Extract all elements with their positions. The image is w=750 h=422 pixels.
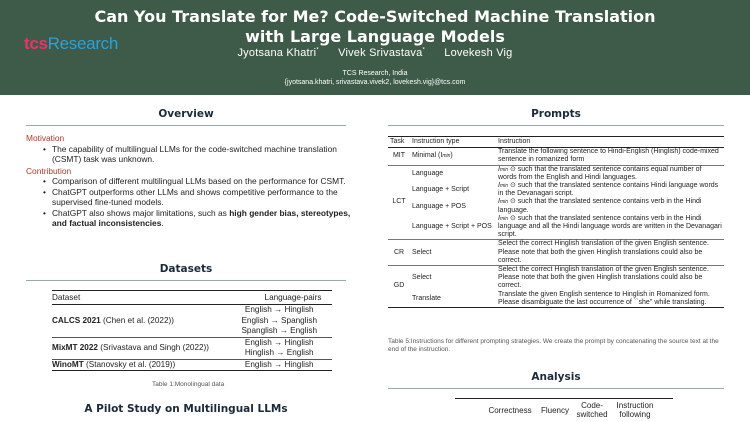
prompts-heading: Prompts: [531, 108, 581, 120]
table-row: Translate Translate the given English sentence to Hinglish in Romanized form. Please disambiguate the last occurrence of ``she'' while translating.: [388, 291, 724, 308]
affiliation: TCS Research, India {jyotsana.khatri, srivastava.vivek2, lovekesh.vig}@tcs.com: [0, 69, 750, 87]
contribution-item: • ChatGPT also shows major limitations, such as high gender bias, stereotypes, and factual inconsistencies.: [26, 208, 356, 229]
analysis-heading: Analysis: [531, 371, 581, 383]
tcs-research-logo: tcsResearch: [24, 34, 119, 53]
table-row: MixMT 2022 (Srivastava and Singh (2022)) English → Hinglish Hinglish → English: [52, 337, 332, 359]
table-row: WinoMT (Stanovsky et al. (2019)) English → Hinglish: [52, 359, 332, 371]
overview-rule: [26, 125, 346, 126]
poster-title-line-1: Can You Translate for Me? Code-Switched Machine Translation: [94, 7, 656, 26]
author-1: Jyotsana Khatri*: [237, 47, 319, 59]
analysis-table-rule: [455, 398, 673, 399]
datasets-heading: Datasets: [159, 263, 213, 275]
table-row: Language + Script Imin ⊙ such that the translated sentence contains Hindi language words in the Devanagari script.: [412, 182, 719, 198]
motivation-label: Motivation: [26, 133, 65, 143]
table-row: CALCS 2021 (Chen et al. (2022)) English → Hinglish English → Spanglish Spanglish → English: [52, 305, 332, 338]
column-header: Instruction: [496, 137, 724, 148]
table-row: Language + Script + POS Imin ⊙ such that the translated sentence contains verb in the Hindi language and all the Hindi language words are written in the Devanagari script.: [388, 215, 724, 240]
table-row: CR Select Select the correct Hinglish translation of the given English sentence. Please note that both the given Hinglish translations could also be correct.: [388, 240, 724, 266]
column-header: Task: [388, 137, 410, 148]
table-row: LCT Language Imin ⊙ such that the translated sentence contains equal number of words from the English and Hindi languages.: [388, 165, 724, 182]
prompts-caption: Table 5:Instructions for different prompting strategies. We create the prompt by concatenating the source text at the end of the instruction.: [388, 338, 719, 353]
author-emails: {jyotsana.khatri, srivastava.vivek2, lovekesh.vig}@tcs.com: [284, 79, 466, 86]
analysis-rule: [388, 388, 724, 389]
author-2: Vivek Srivastava*: [338, 47, 425, 59]
overview-heading: Overview: [158, 108, 214, 120]
datasets-caption: Table 1:Monolingual data: [152, 381, 225, 388]
column-header: Dataset: [52, 291, 227, 305]
contribution-label: Contribution: [26, 165, 72, 176]
contribution-item: • Comparison of different multilingual LLMs based on the performance for CSMT.: [26, 176, 356, 187]
table-row: MIT Minimal (Imin) Translate the following sentence to Hindi-English (Hinglish) code-mixed sentence in romanized form: [388, 148, 724, 165]
table-row: Language + POS Imin ⊙ such that the translated sentence contains verb in the Hindi language.: [412, 198, 702, 214]
poster-title-line-2: with Large Language Models: [245, 27, 505, 46]
analysis-column-header: Code- switched: [576, 401, 608, 419]
datasets-table: [52, 290, 332, 371]
analysis-column-header: Instruction following: [616, 401, 654, 419]
contribution-item: • ChatGPT outperforms other LLMs and shows competitive performance to the supervised fine-tuned models.: [26, 187, 356, 208]
prompts-table: [388, 136, 724, 308]
author-list: [0, 47, 750, 59]
table-row: GD Select Select the correct Hinglish translation of the given English sentence. Please note that both the given Hinglish translations could also be correct.: [388, 266, 724, 291]
column-header: Instruction type: [410, 137, 496, 148]
pilot-study-heading: A Pilot Study on Multilingual LLMs: [84, 403, 288, 415]
prompts-rule: [388, 125, 724, 126]
poster-header: [0, 0, 750, 95]
datasets-rule: [26, 280, 346, 281]
overview-body: [26, 133, 356, 229]
analysis-column-header: Correctness: [488, 406, 532, 415]
analysis-column-header: Fluency: [540, 406, 569, 415]
author-3: Lovekesh Vig: [444, 47, 513, 59]
motivation-item: • The capability of multilingual LLMs for the code-switched machine translation (CSMT) task was unknown.: [26, 144, 356, 165]
column-header: Language-pairs: [227, 291, 332, 305]
